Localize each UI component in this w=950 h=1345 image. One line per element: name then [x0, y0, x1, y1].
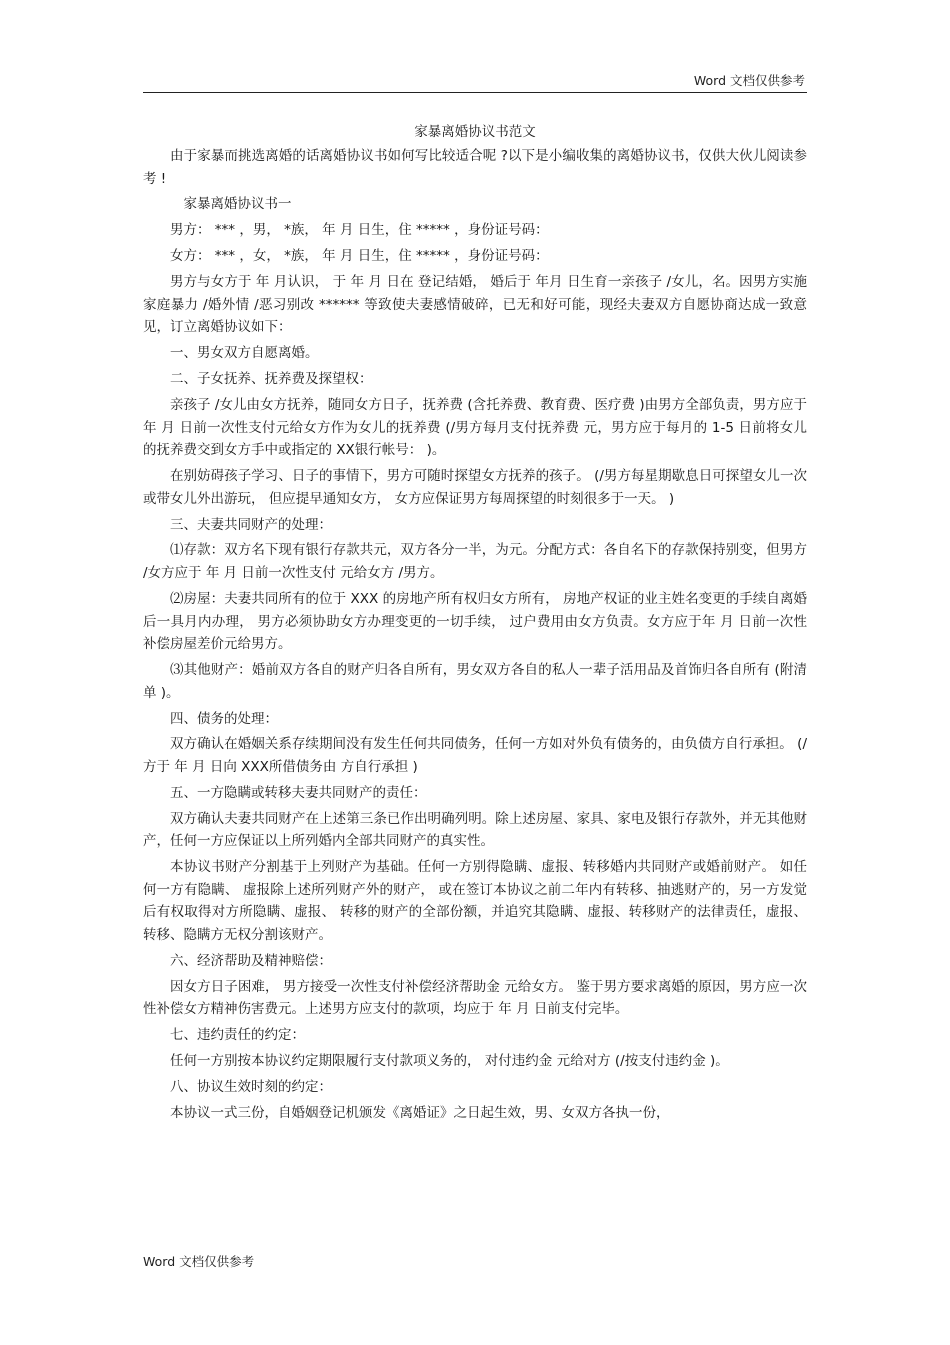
section-7-paragraph-1: 任何一方别按本协议约定期限履行支付款项义务的， 对付违约金 元给对方 (/按支付违约金 )。	[170, 1053, 729, 1070]
section-3-paragraph-2: ⑵房屋：夫妻共同所有的位于 XXX 的房地产所有权归女方所有， 房地产权证的业主姓名变更的手续自离婚后一具月内办理， 男方必须协助女方办理变更的一切手续， 过户费用由女方负责。女方应于年 月 日前一次性补偿房屋差价元给男方。	[143, 590, 807, 653]
section-2-paragraph-2: 在别妨碍孩子学习、日子的事情下，男方可随时探望女方抚养的孩子。 (/男方每星期歇息日可探望女儿一次或带女儿外出游玩， 但应提早通知女方， 女方应保证男方每周探望的时刻很多于一天。 )	[143, 468, 807, 507]
document-title: 家暴离婚协议书范文	[414, 124, 536, 140]
section-heading-4: 四、债务的处理：	[170, 710, 278, 727]
document-subtitle: 家暴离婚协议书一	[183, 196, 292, 213]
document-body	[143, 145, 807, 1128]
header-divider	[143, 92, 807, 93]
section-3-paragraph-3: ⑶其他财产：婚前双方各自的财产归各自所有，男女双方各自的私人一辈子活用品及首饰归各自所有 (附清单 )。	[143, 662, 807, 701]
section-2-paragraph-1: 亲孩子 /女儿由女方抚养，随同女方日子，抚养费 (含托养费、教育费、医疗费 )由男方全部负责，男方应于 年 月 日前一次性支付元给女方作为女儿的抚养费 (/男方每月支付抚养费 元，男方应于每月的 1-5 日前将女儿的抚养费交到女方手中或指定的 XX银行帐号： )。	[143, 397, 807, 459]
section-8-paragraph-1: 本协议一式三份，自婚姻登记机颁发《离婚证》之日起生效，男、女双方各执一份，	[170, 1104, 670, 1121]
husband-info-line: 男方： *** ，男， *族， 年 月 日生，住 ***** ，身份证号码：	[170, 222, 549, 239]
wife-info-line: 女方： *** ，女， *族， 年 月 日生，住 ***** ，身份证号码：	[170, 248, 549, 265]
section-5-paragraph-1: 双方确认夫妻共同财产在上述第三条已作出明确列明。除上述房屋、家具、家电及银行存款外，并无其他财产，任何一方应保证以上所列婚内全部共同财产的真实性。	[143, 810, 807, 850]
section-heading-1: 一、男女双方自愿离婚。	[170, 345, 319, 362]
intro-paragraph: 由于家暴而挑选离婚的话离婚协议书如何写比较适合呢 ?以下是小编收集的离婚协议书，仅供大伙儿阅读参考 !	[143, 148, 807, 187]
section-heading-2: 二、子女抚养、抚养费及探望权：	[170, 371, 373, 388]
background-paragraph: 男方与女方于 年 月认识， 于 年 月 日在 登记结婚， 婚后于 年月 日生育一亲孩子 /女儿，名。因男方实施家庭暴力 /婚外情 /恶习别改 ****** 等致使夫妻感情破碎，已无和好可能，现经夫妻双方自愿协商达成一致意见，订立离婚协议如下：	[143, 274, 807, 336]
section-heading-7: 七、违约责任的约定：	[170, 1027, 305, 1044]
section-5-paragraph-2: 本协议书财产分割基于上列财产为基础。任何一方别得隐瞒、虚报、转移婚内共同财产或婚前财产。 如任何一方有隐瞒、 虚报除上述所列财产外的财产， 或在签订本协议之前二年内有转移、抽逃财产的，另一方发觉后有权取得对方所隐瞒、虚报、 转移的财产的全部份额，并追究其隐瞒、虚报、转移财产的法律责任，虚报、转移、隐瞒方无权分割该财产。	[143, 859, 807, 944]
page-footer-text: Word 文档仅供参考	[143, 1254, 255, 1269]
section-4-paragraph-1: 双方确认在婚姻关系存续期间没有发生任何共同债务，任何一方如对外负有债务的，由负债方自行承担。 (/ 方于 年 月 日向 XXX所借债务由 方自行承担 )	[143, 736, 807, 775]
section-heading-5: 五、一方隐瞒或转移夫妻共同财产的责任：	[170, 784, 427, 801]
section-3-paragraph-1: ⑴存款：双方名下现有银行存款共元，双方各分一半，为元。分配方式：各自名下的存款保持别变，但男方 /女方应于 年 月 日前一次性支付 元给女方 /男方。	[143, 542, 807, 582]
page-header-text: Word 文档仅供参考	[693, 73, 805, 88]
section-heading-6: 六、经济帮助及精神赔偿：	[170, 952, 332, 969]
section-heading-3: 三、夫妻共同财产的处理：	[170, 516, 332, 533]
section-heading-8: 八、协议生效时刻的约定：	[170, 1079, 332, 1096]
section-6-paragraph-1: 因女方日子困难， 男方接受一次性支付补偿经济帮助金 元给女方。 鉴于男方要求离婚的原因，男方应一次性补偿女方精神伤害费元。上述男方应支付的款项，均应于 年 月 日前支付完毕。	[143, 978, 807, 1018]
